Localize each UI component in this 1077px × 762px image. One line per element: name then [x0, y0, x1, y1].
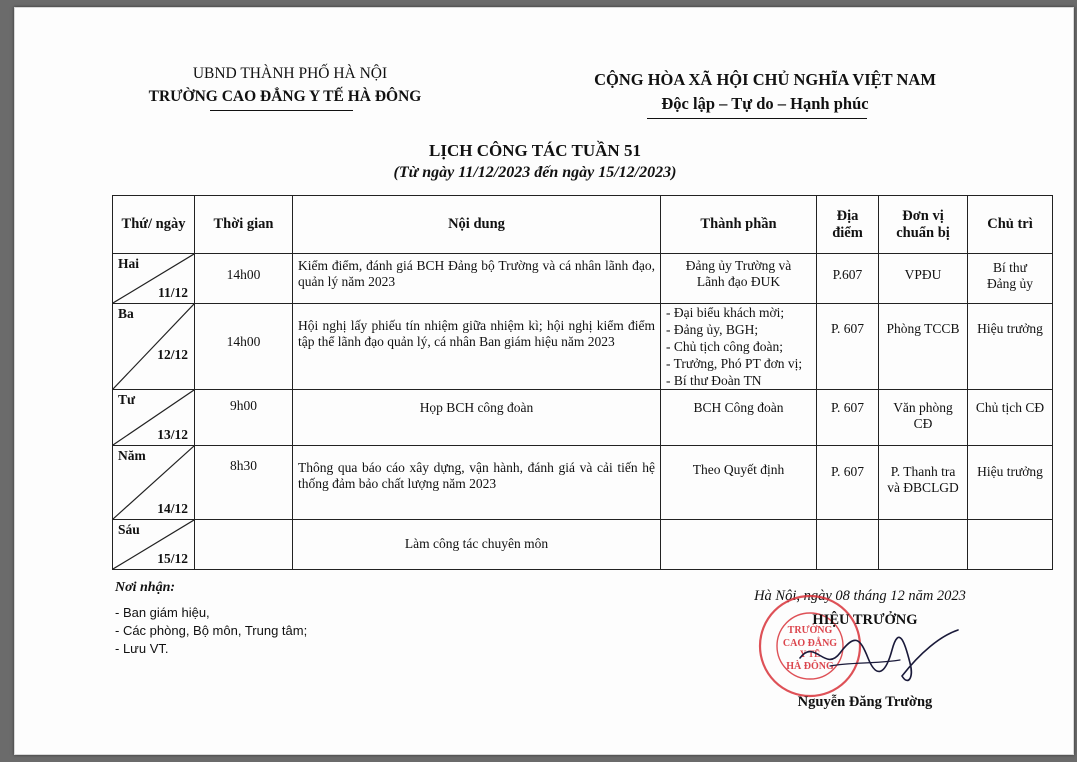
signer-role: HIỆU TRƯỞNG — [812, 612, 918, 628]
signature — [787, 618, 960, 688]
location-cell: P. 607 — [817, 390, 879, 446]
col-header-time: Thời gian — [195, 196, 293, 254]
content-cell: Hội nghị lấy phiếu tín nhiệm giữa nhiệm kì; hội nghị kiểm điểm tập thể lãnh đạo quản lý, cá nhân Ban giám hiệu năm 2023 — [293, 304, 661, 390]
content-cell: Thông qua báo cáo xây dựng, vận hành, đánh giá và cải tiến hệ thống đảm bảo chất lượng năm 2023 — [293, 446, 661, 520]
day-date: 13/12 — [157, 427, 188, 442]
national-title: CỘNG HÒA XÃ HỘI CHỦ NGHĨA VIỆT NAM — [594, 70, 936, 89]
col-header-content: Nội dung — [293, 196, 661, 254]
day-name: Ba — [118, 306, 134, 321]
day-cell — [113, 520, 195, 570]
chair-cell: Hiệu trưởng — [968, 304, 1053, 390]
day-cell — [113, 254, 195, 304]
participants-cell: Theo Quyết định — [661, 446, 817, 520]
recipients-list — [115, 604, 307, 658]
day-cell — [113, 446, 195, 520]
recipient-item: - Lưu VT. — [115, 641, 169, 656]
svg-text:CAO ĐẲNG: CAO ĐẲNG — [782, 638, 838, 649]
table-row — [113, 446, 1053, 520]
table-row — [113, 304, 1053, 390]
time-cell: 8h30 — [195, 446, 293, 520]
chair-cell: Bí thư Đảng ủy — [968, 254, 1053, 304]
day-date: 15/12 — [157, 551, 188, 566]
day-name: Sáu — [118, 522, 140, 537]
prep-unit-cell: Phòng TCCB — [879, 304, 968, 390]
table-row — [113, 520, 1053, 570]
col-header-location: Địa điểm — [817, 196, 879, 254]
col-header-day: Thứ/ ngày — [113, 196, 195, 254]
location-cell — [817, 520, 879, 570]
chair-cell — [968, 520, 1053, 570]
document-page — [14, 7, 1074, 755]
col-header-prep-unit: Đơn vị chuẩn bị — [879, 196, 968, 254]
recipient-item: - Các phòng, Bộ môn, Trung tâm; — [115, 623, 308, 638]
prep-unit-cell: VPĐU — [879, 254, 968, 304]
participants-cell: - Đại biểu khách mời; - Đảng ủy, BGH; - Chủ tịch công đoàn; - Trưởng, Phó PT đơn vị; - Bí thư Đoàn TN — [661, 304, 817, 390]
national-motto: Độc lập – Tự do – Hạnh phúc — [661, 94, 869, 113]
table-row — [113, 254, 1053, 304]
prep-unit-cell: Văn phòng CĐ — [879, 390, 968, 446]
place-date: Hà Nội, ngày 08 tháng 12 năm 2023 — [754, 588, 966, 604]
recipients-title: Nơi nhận: — [115, 580, 176, 595]
document-subtitle: (Từ ngày 11/12/2023 đến ngày 15/12/2023) — [393, 164, 677, 181]
motto-underline — [647, 118, 867, 119]
document-title: LỊCH CÔNG TÁC TUẦN 51 — [429, 141, 641, 160]
day-name: Tư — [118, 392, 136, 407]
schedule-table — [112, 195, 1053, 570]
location-cell: P. 607 — [817, 446, 879, 520]
day-date: 14/12 — [157, 501, 188, 516]
table-header-row — [113, 196, 1053, 254]
table-row — [113, 390, 1053, 446]
participants-cell: Đảng ủy Trường và Lãnh đạo ĐUK — [661, 254, 817, 304]
svg-text:Y TẾ: Y TẾ — [799, 649, 821, 659]
time-cell — [195, 520, 293, 570]
col-header-participants: Thành phần — [661, 196, 817, 254]
day-date: 12/12 — [157, 347, 188, 362]
content-cell: Làm công tác chuyên môn — [293, 520, 661, 570]
location-cell: P.607 — [817, 254, 879, 304]
time-cell: 9h00 — [195, 390, 293, 446]
prep-unit-cell: P. Thanh tra và ĐBCLGD — [879, 446, 968, 520]
school-underline — [210, 110, 353, 111]
recipient-item: - Ban giám hiệu, — [115, 605, 210, 620]
location-cell: P. 607 — [817, 304, 879, 390]
school-name: TRƯỜNG CAO ĐẲNG Y TẾ HÀ ĐÔNG — [148, 88, 422, 105]
col-header-chair: Chủ trì — [968, 196, 1053, 254]
day-cell — [113, 304, 195, 390]
prep-unit-cell — [879, 520, 968, 570]
day-name: Năm — [118, 448, 146, 463]
authority-name: UBND THÀNH PHỐ HÀ NỘI — [192, 65, 388, 82]
chair-cell: Hiệu trưởng — [968, 446, 1053, 520]
participants-cell: BCH Công đoàn — [661, 390, 817, 446]
svg-text:HÀ ĐÔNG: HÀ ĐÔNG — [786, 661, 834, 672]
time-cell: 14h00 — [195, 254, 293, 304]
svg-text:TRƯỜNG: TRƯỜNG — [787, 625, 833, 636]
time-cell: 14h00 — [195, 304, 293, 390]
day-cell — [113, 390, 195, 446]
day-date: 11/12 — [157, 285, 188, 300]
chair-cell: Chủ tịch CĐ — [968, 390, 1053, 446]
participants-cell — [661, 520, 817, 570]
content-cell: Kiểm điểm, đánh giá BCH Đảng bộ Trường và cá nhân lãnh đạo, quản lý năm 2023 — [293, 254, 661, 304]
signer-name: Nguyễn Đăng Trường — [797, 694, 933, 710]
day-name: Hai — [118, 256, 140, 271]
content-cell: Họp BCH công đoàn — [293, 390, 661, 446]
